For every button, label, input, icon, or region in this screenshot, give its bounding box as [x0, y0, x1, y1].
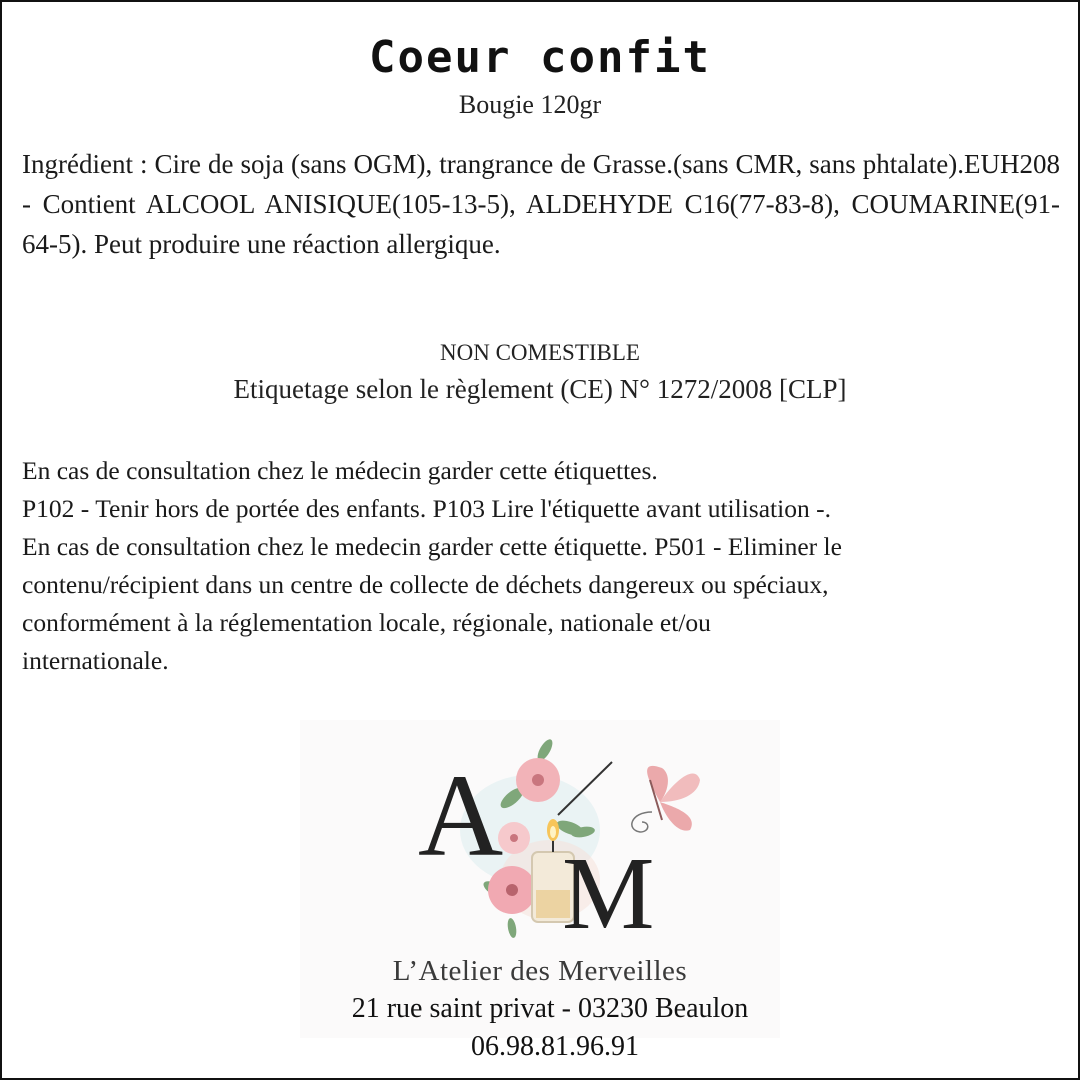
- non-edible-warning: NON COMESTIBLE: [440, 340, 640, 365]
- precaution-line: P102 - Tenir hors de portée des enfants. P103 Lire l'étiquette avant utilisation -.: [22, 494, 831, 523]
- precaution-line: En cas de consultation chez le medecin garder cette étiquette. P501 - Eliminer le: [22, 532, 842, 561]
- brand-name: L’Atelier des Merveilles: [392, 955, 688, 987]
- address-text: 21 rue saint privat - 03230 Beaulon: [351, 993, 749, 1024]
- monogram-logo: [300, 720, 780, 980]
- phone-number: 06.98.81.96.91: [471, 1031, 639, 1062]
- butterfly-icon: [632, 766, 700, 832]
- monogram-letter-m: M: [562, 836, 655, 951]
- monogram-letter-a: A: [418, 750, 504, 881]
- regulation-text: Etiquetage selon le règlement (CE) N° 1272/2008 [CLP]: [233, 374, 847, 404]
- product-title: Coeur confit: [369, 32, 711, 83]
- precaution-line: conformément à la réglementation locale, régionale, nationale et/ou: [22, 608, 711, 637]
- brand-logo: [300, 720, 780, 1038]
- precaution-statements: [22, 452, 1062, 680]
- precaution-line: contenu/récipient dans un centre de collecte de déchets dangereux ou spéciaux,: [22, 570, 829, 599]
- ingredients-text: Ingrédient : Cire de soja (sans OGM), trangrance de Grasse.(sans CMR, sans phtalate).EUH208 - Contient ALCOOL ANISIQUE(105-13-5), ALDEHYDE C16(77-83-8), COUMARINE(91-64-5). Peut produire une réaction allergique.: [22, 149, 1060, 259]
- product-weight: Bougie 120gr: [458, 90, 602, 119]
- precaution-line: En cas de consultation chez le médecin garder cette étiquettes.: [22, 456, 658, 485]
- precaution-line: internationale.: [22, 646, 169, 675]
